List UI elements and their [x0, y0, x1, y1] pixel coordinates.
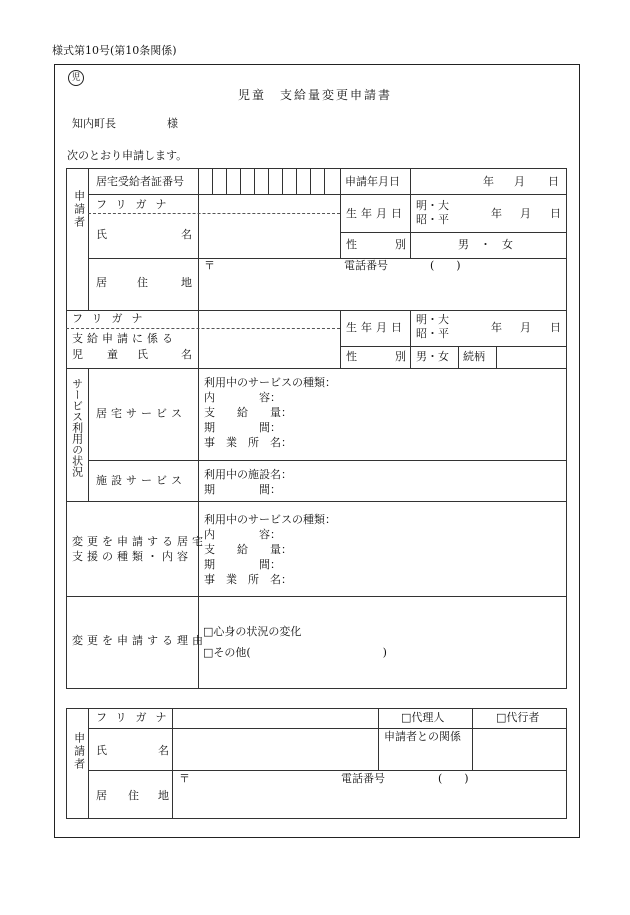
requester-section-divider [88, 708, 89, 818]
table-left-border [66, 168, 67, 689]
child-name-label-line2-mid1: 童 [107, 348, 118, 361]
change-request-label-line1: 変更を申請する居宅 [72, 535, 207, 548]
requester-section-label: 申請者 [72, 732, 86, 771]
reason-option-other[interactable]: □その他( ) [203, 646, 387, 659]
digit-box-divider [254, 168, 255, 194]
child-name-label-line2-mid2: 氏 [137, 348, 148, 361]
row-line [66, 368, 566, 369]
requester-proxy-divider [472, 708, 473, 770]
home-field-type: 利用中のサービスの種類： [204, 376, 336, 389]
home-field-period: 期 間： [204, 421, 281, 434]
row-line [88, 258, 566, 259]
change-field-content: 内 容： [204, 528, 281, 541]
service-section-divider [88, 368, 89, 501]
reason-option-condition[interactable]: □心身の状況の変化 [203, 625, 302, 638]
birth-day-unit: 日 [550, 207, 561, 220]
row-line [66, 310, 566, 311]
home-service-label: 居宅サービス [96, 407, 186, 420]
requester-name-last: 名 [158, 744, 169, 757]
row-line [88, 460, 566, 461]
child-sex-options[interactable]: 男・女 [416, 350, 449, 363]
requester-agent-divider [378, 708, 379, 770]
era-line-1: 明・大 [416, 199, 449, 212]
day-unit: 日 [548, 175, 559, 188]
furigana-label: フリガナ [96, 198, 176, 211]
address-label-mid: 住 [137, 276, 148, 289]
relation-divider [496, 346, 497, 368]
requester-phone-paren: ( ) [438, 772, 469, 785]
child-name-label-line2-last: 名 [181, 348, 192, 361]
requester-address-last: 地 [158, 789, 169, 802]
year-unit: 年 [483, 175, 494, 188]
table-top-border [66, 168, 566, 169]
digit-box-divider [226, 168, 227, 194]
change-request-label-line2: 支援の種類・内容 [72, 550, 192, 563]
month-unit: 月 [514, 175, 525, 188]
child-furigana-dash-line [66, 328, 340, 329]
proxy-option[interactable]: □代行者 [496, 711, 540, 724]
digit-box-divider [296, 168, 297, 194]
child-date-divider [340, 310, 341, 368]
requester-table-left [66, 708, 67, 819]
sex-label-first: 性 [346, 238, 357, 251]
digit-box-divider [212, 168, 213, 194]
row-line [66, 501, 566, 502]
change-reason-label: 変更を申請する理由 [72, 634, 207, 647]
digit-box-divider [310, 168, 311, 194]
child-name-label-line2-first: 児 [72, 348, 83, 361]
child-birth-label: 生年月日 [346, 321, 406, 334]
requester-furigana-label: フリガナ [96, 711, 176, 724]
name-label-last: 名 [181, 228, 192, 241]
relation-label: 申請者との関係 [384, 730, 461, 743]
row-line [88, 194, 566, 195]
child-sex-label-first: 性 [346, 350, 357, 363]
requester-address-first: 居 [96, 789, 107, 802]
digit-box-divider [324, 168, 325, 194]
service-section-label: サービス利用の状況 [70, 378, 84, 477]
date-column-divider [340, 168, 341, 258]
child-era-divider [410, 310, 411, 368]
sex-label-last: 別 [395, 238, 406, 251]
sex-options[interactable]: 男 ・ 女 [458, 238, 513, 251]
label-column-divider [198, 168, 199, 688]
agent-option[interactable]: □代理人 [401, 711, 445, 724]
change-field-type: 利用中のサービスの種類： [204, 513, 336, 526]
digit-box-divider [268, 168, 269, 194]
phone-label: 電話番号 [344, 259, 388, 272]
application-date-label: 申請年月日 [345, 175, 400, 188]
row-line [88, 770, 566, 771]
address-label-first: 居 [96, 276, 107, 289]
birth-label: 生年月日 [346, 207, 406, 220]
applicant-section-divider [88, 168, 89, 310]
home-field-office: 事 業 所 名： [204, 436, 292, 449]
digit-box-divider [282, 168, 283, 194]
home-field-amount: 支 給 量： [204, 406, 292, 419]
intro-text: 次のとおり申請します。 [67, 149, 188, 162]
row-line [66, 596, 566, 597]
phone-paren: ( ) [430, 259, 461, 272]
requester-table-top [66, 708, 566, 709]
requester-table-bottom [66, 818, 566, 819]
digit-box-divider [240, 168, 241, 194]
table-right-border [566, 168, 567, 689]
postal-mark: 〒 [204, 259, 215, 272]
home-field-content: 内 容： [204, 391, 281, 404]
child-birth-day-unit: 日 [550, 321, 561, 334]
child-birth-month-unit: 月 [520, 321, 531, 334]
facility-field-period: 期 間： [204, 483, 281, 496]
era-line-2: 昭・平 [416, 213, 449, 226]
change-field-period: 期 間： [204, 558, 281, 571]
row-line [340, 346, 566, 347]
requester-table-right [566, 708, 567, 819]
change-field-amount: 支 給 量： [204, 543, 292, 556]
addressee: 知内町長 [72, 117, 116, 130]
child-birth-year-unit: 年 [491, 321, 502, 334]
address-label-last: 地 [181, 276, 192, 289]
requester-name-first: 氏 [96, 744, 107, 757]
requester-postal-mark: 〒 [179, 772, 190, 785]
child-name-label-line1: 支給申請に係る [72, 332, 177, 345]
child-furigana-label: フリガナ [72, 312, 152, 325]
row-line [88, 728, 566, 729]
cert-number-label: 居宅受給者証番号 [96, 175, 184, 188]
birth-month-unit: 月 [520, 207, 531, 220]
requester-address-mid: 住 [128, 789, 139, 802]
relation-divider [458, 346, 459, 368]
facility-service-label: 施設サービス [96, 474, 186, 487]
facility-field-name: 利用中の施設名： [204, 468, 292, 481]
form-title: 児童 支給量変更申請書 [238, 88, 393, 102]
era-column-divider [410, 168, 411, 258]
honorific: 様 [167, 117, 178, 130]
furigana-dash-line [88, 213, 340, 214]
child-relation-label: 続柄 [463, 350, 485, 363]
name-label-first: 氏 [96, 228, 107, 241]
change-field-office: 事 業 所 名： [204, 573, 292, 586]
child-sex-label-last: 別 [395, 350, 406, 363]
requester-phone-label: 電話番号 [341, 772, 385, 785]
birth-year-unit: 年 [491, 207, 502, 220]
child-era-line-2: 昭・平 [416, 327, 449, 340]
form-number: 様式第10号(第10条関係) [52, 44, 177, 57]
row-line [340, 232, 566, 233]
child-badge: 児 [68, 70, 84, 86]
applicant-section-label: 申請者 [72, 190, 86, 229]
child-era-line-1: 明・大 [416, 313, 449, 326]
table-bottom-border [66, 688, 566, 689]
